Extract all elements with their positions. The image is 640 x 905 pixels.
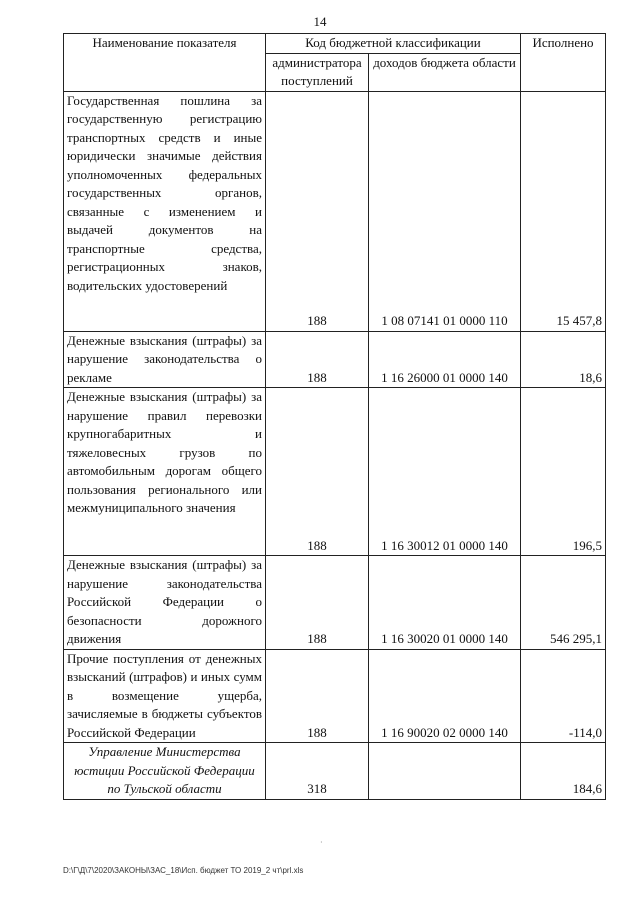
row-code: 1 16 26000 01 0000 140: [369, 331, 521, 388]
row-value: 546 295,1: [521, 556, 606, 650]
row-value: 18,6: [521, 331, 606, 388]
table-row: [64, 556, 606, 650]
table-row: [64, 388, 606, 556]
row-name: Денежные взыскания (штрафы) за нарушение законодательства о рекламе: [64, 331, 266, 388]
row-code: 1 16 30020 01 0000 140: [369, 556, 521, 650]
row-admin: 188: [266, 556, 369, 650]
row-name: Прочие поступления от денежных взысканий (штрафов) и иных сумм в возмещение ущерба, зачисляемые в бюджеты субъектов Российской Федерации: [64, 649, 266, 743]
page-number: 14: [313, 14, 327, 29]
row-admin: 188: [266, 388, 369, 556]
row-admin: 188: [266, 649, 369, 743]
row-name: Денежные взыскания (штрафы) за нарушение правил перевозки крупногабаритных и тяжеловесных грузов по автомобильным дорогам общего пользования регионального или межмуниципального значения: [64, 388, 266, 556]
row-admin: 188: [266, 331, 369, 388]
table-row: [64, 91, 606, 331]
budget-table: [63, 33, 606, 800]
table-row: [64, 331, 606, 388]
row-name: Денежные взыскания (штрафы) за нарушение законодательства Российской Федерации о безопасности дорожного движения: [64, 556, 266, 650]
header-row: [64, 34, 606, 54]
department-row: [64, 743, 606, 800]
row-admin: 188: [266, 91, 369, 331]
row-code: 1 16 90020 02 0000 140: [369, 649, 521, 743]
row-code: 1 16 30012 01 0000 140: [369, 388, 521, 556]
row-code: 1 08 07141 01 0000 110: [369, 91, 521, 331]
header-revenue: доходов бюджета области: [369, 53, 521, 91]
row-value: 196,5: [521, 388, 606, 556]
row-value: 15 457,8: [521, 91, 606, 331]
table-row: [64, 649, 606, 743]
header-code-group: Код бюджетной классификации: [266, 34, 521, 54]
department-admin: 318: [266, 743, 369, 800]
scan-speck: ·: [320, 838, 323, 847]
department-value: 184,6: [521, 743, 606, 800]
row-name: Государственная пошлина за государственную регистрацию транспортных средств и иные юридически значимые действия уполномоченных федеральных государственных органов, связанные с изменением и выдачей документов на транспортные средства, регистрационных знаков, водительских удостоверений: [64, 91, 266, 331]
header-name: Наименование показателя: [64, 34, 266, 92]
header-admin: администратора поступлений: [266, 53, 369, 91]
department-name: Управление Министерства юстиции Российской Федерации по Тульской области: [64, 743, 266, 800]
header-executed: Исполнено: [521, 34, 606, 92]
row-value: -114,0: [521, 649, 606, 743]
department-code: [369, 743, 521, 800]
file-path-footer: D:\Г\Д\7\2020\ЗАКОНЫ\ЗАС_18\Исп. бюджет ТО 2019_2 чт\рrl.xls: [63, 866, 304, 875]
